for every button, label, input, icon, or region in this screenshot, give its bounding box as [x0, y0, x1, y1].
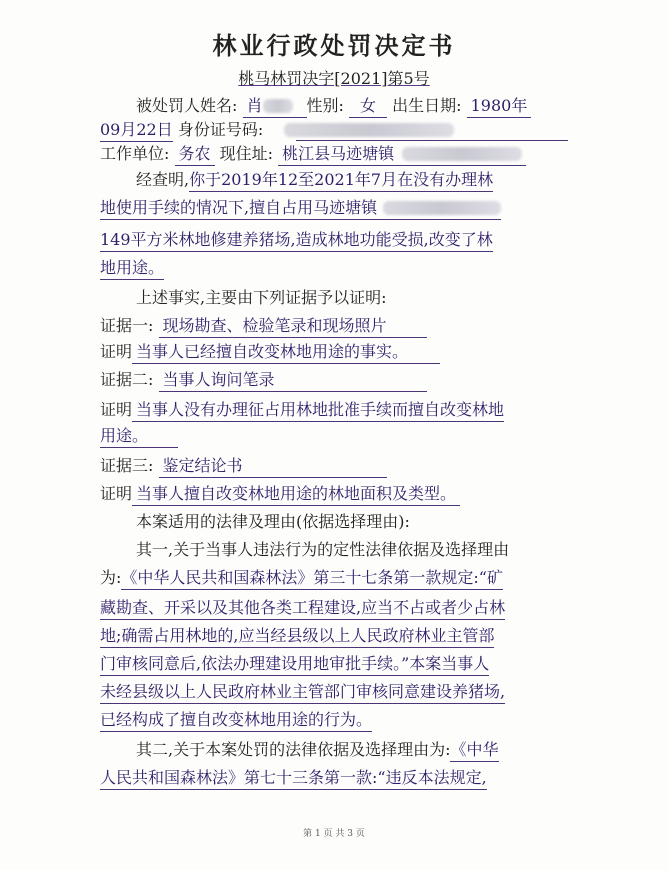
reason1-line-6 [100, 680, 505, 704]
reason2-prefix: 其二,关于本案处罚的法律依据及选择理由为: [136, 740, 451, 759]
reason1-line-7 [100, 708, 372, 732]
evidence-1-proves-label: 证明 [100, 342, 133, 361]
evidence-3-proof [100, 482, 460, 506]
reason1-text-2: 《中华人民共和国森林法》第三十七条第一款规定:“矿 [121, 567, 503, 590]
reason1-prefix: 为: [100, 568, 122, 587]
facts-prefix: 经查明, [136, 170, 190, 189]
reason2-line-2 [100, 766, 487, 790]
birth-month-day: 09月22日 [100, 119, 173, 142]
evidence-1-proof [100, 340, 440, 364]
law-intro: 本案适用的法律及理由(依据选择理由): [136, 512, 410, 531]
reason1-text-5: 门审核同意后,依法办理建设用地审批手续。”本案当事人 [100, 653, 489, 676]
redacted-location [383, 201, 501, 215]
work-label: 工作单位: [100, 144, 170, 163]
facts-line-3 [100, 228, 493, 252]
gender-label: 性别: [306, 96, 344, 115]
facts-line-4 [100, 256, 164, 280]
facts-text-3: 149平方米林地修建养猪场,造成林地功能受损,改变了林 [100, 229, 493, 252]
evidence-3-proves: 当事人擅自改变林地用途的林地面积及类型。 [132, 483, 460, 506]
evidence-2-label: 证据二: [100, 370, 154, 389]
evidence-2-proves-cont: 用途。 [100, 425, 178, 448]
name-text: 肖 [246, 96, 263, 115]
evidence-1-proves: 当事人已经擅自改变林地用途的事实。 [132, 341, 440, 364]
evidence-2-item: 当事人询问笔录 [159, 369, 427, 392]
redacted-name [263, 99, 293, 113]
reason1-text-3: 藏勘查、开采以及其他各类工程建设,应当不占或者少占林 [100, 597, 505, 620]
reason1-line-2 [100, 566, 503, 590]
id-underline [296, 140, 568, 141]
evidence-2 [100, 368, 427, 392]
reason1-line-5 [100, 652, 489, 676]
document-number [0, 66, 668, 89]
facts-line-1 [136, 168, 493, 192]
evidence-3 [100, 454, 387, 478]
reason2-line-1 [136, 738, 499, 762]
facts-text-4: 地用途。 [100, 257, 164, 280]
evidence-3-label: 证据三: [100, 456, 154, 475]
page-footer: 第 1 页 共 3 页 [303, 829, 365, 839]
name-value [243, 95, 307, 118]
addr-label: 现住址: [219, 144, 274, 163]
document-title: 林业行政处罚决定书 [212, 31, 456, 60]
redacted-address [402, 147, 522, 161]
evidence-2-proof-cont [100, 424, 178, 448]
reason1-line-4 [100, 624, 494, 648]
work-value: 务农 [175, 143, 215, 166]
evidence-3-proves-label: 证明 [100, 484, 133, 503]
facts-text-2 [100, 197, 501, 220]
evidence-1 [100, 314, 427, 338]
evidence-2-proves-label: 证明 [100, 400, 133, 419]
evidence-intro: 上述事实,主要由下列证据予以证明: [136, 288, 387, 307]
facts-text-2-content: 地使用手续的情况下,擅自占用马迹塘镇 [100, 198, 378, 217]
reason1-text-7: 已经构成了擅自改变林地用途的行为。 [100, 709, 372, 732]
reason1-text-4: 地;确需占用林地的,应当经县级以上人民政府林业主管部 [100, 625, 494, 648]
reason2-text-2: 人民共和国森林法》第七十三条第一款:“违反本法规定, [100, 767, 487, 790]
evidence-3-item: 鉴定结论书 [159, 455, 387, 478]
evidence-2-proves: 当事人没有办理征占用林地批准手续而擅自改变林地 [132, 399, 504, 422]
reason2-text-1: 《中华 [450, 739, 498, 762]
gender-value: 女 [349, 95, 387, 118]
evidence-1-label: 证据一: [100, 316, 154, 335]
evidence-2-proof [100, 398, 504, 422]
party-line-1 [136, 94, 531, 118]
reason1-line-1: 其一,关于当事人违法行为的定性法律依据及选择理由 [136, 540, 510, 559]
reason1-text-6: 未经县级以上人民政府林业主管部门审核同意建设养猪场, [100, 681, 505, 704]
document-number-text: 桃马林罚决字[2021]第5号 [238, 69, 430, 88]
evidence-1-item: 现场勘查、检验笔录和现场照片 [159, 315, 427, 338]
birth-label: 出生日期: [392, 96, 462, 115]
name-label: 被处罚人姓名: [136, 96, 238, 115]
facts-text-1: 你于2019年12至2021年7月在没有办理林 [189, 169, 493, 192]
addr-value [278, 143, 526, 166]
redacted-id [284, 123, 454, 137]
party-line-3 [100, 142, 526, 166]
birth-year: 1980年 [467, 95, 532, 118]
party-line-2 [100, 118, 454, 142]
id-label: 身份证号码: [177, 120, 264, 139]
facts-line-2 [100, 196, 501, 220]
reason1-line-3 [100, 596, 505, 620]
addr-text: 桃江县马迹塘镇 [282, 144, 395, 163]
